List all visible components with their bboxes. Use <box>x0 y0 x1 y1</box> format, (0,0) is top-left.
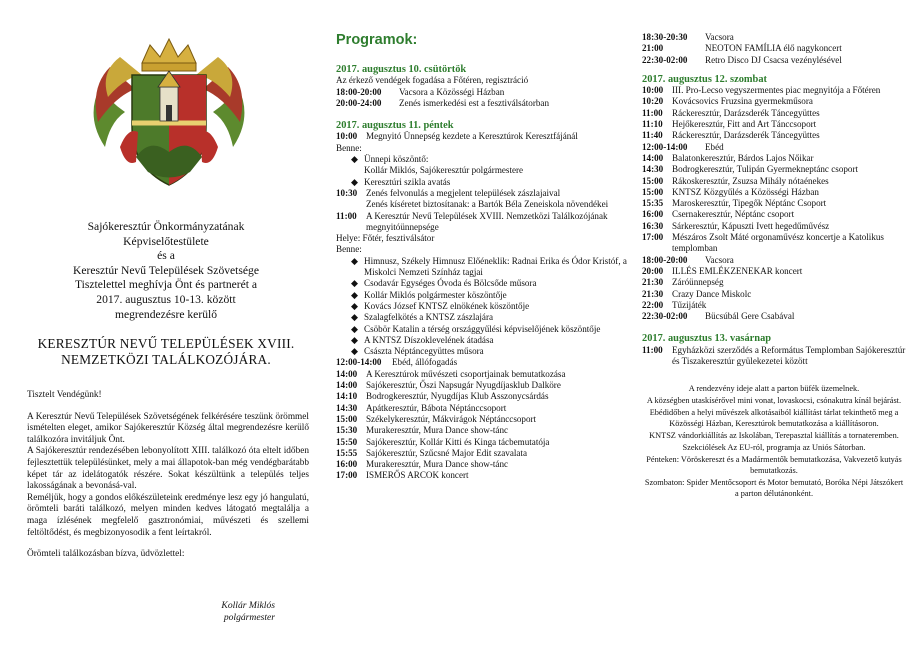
schedule-row <box>642 289 906 300</box>
schedule-time: 20:00-24:00 <box>336 97 382 108</box>
schedule-time: 14:00 <box>336 380 358 391</box>
schedule-time: 10:00 <box>336 131 358 142</box>
event-title-line: KERESZTÚR NEVŰ TELEPÜLÉSEK XVIII. <box>37 336 295 351</box>
bullet-icon: ◆ <box>351 312 358 323</box>
schedule-time: 11:00 <box>642 344 663 355</box>
schedule-time: 15:35 <box>642 198 664 209</box>
schedule-text: Sajókeresztúr, Szűcsné Major Edit szavalata <box>366 447 527 458</box>
bullet-text: Császta Néptáncegyüttes műsora <box>364 346 484 357</box>
bullet-item <box>336 346 628 357</box>
bullet-text: Szalagfelkötés a KNTSZ zászlajára <box>364 312 494 323</box>
schedule-text: Maroskeresztúr, Tipegők Néptánc Csoport <box>672 198 827 209</box>
bullet-item <box>336 256 628 279</box>
schedule-text: Bodrogkeresztúr, Tulipán Gyermekneptánc csoport <box>672 164 859 175</box>
bullet-icon: ◆ <box>351 255 358 266</box>
schedule-time: 17:00 <box>336 470 358 481</box>
schedule-row <box>336 403 628 414</box>
benne-label: Benne: <box>336 142 362 153</box>
schedule-text: Sajókeresztúr, Kollár Kitti és Kinga tácbemutatója <box>366 436 550 447</box>
signature-block <box>22 600 275 624</box>
note-line: Pénteken: Vöröskereszt és a Madármentők bemutatkozása, Vakvezető kutyás bemutatkozás. <box>646 455 902 476</box>
greeting: Tisztelt Vendégünk! <box>27 390 102 400</box>
schedule-row <box>642 198 906 209</box>
note-line: A rendezvény ideje alatt a parton büfék üzemelnek. <box>688 384 860 394</box>
bullet-text: Csodavár Egységes Óvoda és Bölcsőde műsora <box>364 278 537 289</box>
schedule-row <box>336 414 628 425</box>
schedule-text: Ebéd, állófogadás <box>392 357 458 368</box>
schedule-time: 18:00-20:00 <box>642 254 688 265</box>
letter-paragraph: A Keresztúr Nevű Települések Szövetségének felkérésére teszünk örömmel ismételten eleget, amikor Sajókeresztúr Község által megrendezésre kerülő találkozóra invitáljuk Önt. <box>27 411 309 445</box>
schedule-text: NEOTON FAMÍLIA élő nagykoncert <box>705 43 842 54</box>
schedule-time: 15:00 <box>336 413 358 424</box>
schedule-row <box>336 211 628 234</box>
schedule-row <box>336 448 628 459</box>
schedule-time: 17:00 <box>642 232 664 243</box>
bullet-text: Ünnepi köszöntő: <box>364 154 429 165</box>
schedule-time: 14:00 <box>642 152 664 163</box>
schedule-time: 16:30 <box>642 220 664 231</box>
schedule-row <box>642 164 906 175</box>
schedule-row <box>336 459 628 470</box>
event-notes <box>642 383 906 499</box>
schedule-text: Egyházközi szerződés a Református Templomban Sajókeresztúr és Tiszakeresztúr gyülekezetei között <box>672 344 906 367</box>
schedule-row <box>642 187 906 198</box>
bullet-item <box>336 301 628 312</box>
schedule-text: Megnyitó Ünnepség kezdete a Keresztúrok Keresztfájánál <box>366 131 578 142</box>
schedule-time: 11:00 <box>642 107 663 118</box>
bullet-icon: ◆ <box>351 176 358 187</box>
schedule-row <box>642 153 906 164</box>
schedule-text: A Keresztúrok művészeti csoportjainak bemutatkozása <box>366 368 566 379</box>
note-line: Szekciólések Az EU-ról, programja az Uniós Sátorban. <box>682 443 866 453</box>
schedule-time: 15:50 <box>336 436 358 447</box>
schedule-time: 16:00 <box>642 209 664 220</box>
coat-of-arms-icon <box>80 27 258 199</box>
schedule-row <box>336 380 628 391</box>
schedule-row <box>336 437 628 448</box>
schedule-row <box>642 176 906 187</box>
schedule-time: 10:20 <box>642 96 664 107</box>
schedule-text: Bücsúbál Gere Csabával <box>705 311 795 322</box>
bullet-icon: ◆ <box>351 289 358 300</box>
bullet-icon: ◆ <box>351 346 358 357</box>
schedule-text: Ebéd <box>705 141 724 152</box>
schedule-text: Bodrogkeresztúr, Nyugdíjas Klub Asszonycsárdás <box>366 391 549 402</box>
schedule-text: Murakeresztúr, Mura Dance show-tánc <box>366 425 509 436</box>
bullet-text: Kollár Miklós polgármester köszöntője <box>364 289 507 300</box>
schedule-time: 18:00-20:00 <box>336 86 382 97</box>
schedule-time: 16:00 <box>336 459 358 470</box>
schedule-text: Zenés felvonulás a megjelent települések zászlajaival <box>366 187 561 198</box>
schedule-row <box>336 425 628 436</box>
schedule-text: Ráckeresztúr, Darázsderék Táncegyüttes <box>672 107 820 118</box>
schedule-text: Csernakeresztúr, Néptánc csoport <box>672 209 795 220</box>
schedule-text: Vacsora <box>705 32 734 42</box>
event-title <box>22 336 310 368</box>
bullet-icon: ◆ <box>351 323 358 334</box>
schedule-time: 15:00 <box>642 175 664 186</box>
bullet-item <box>336 312 628 323</box>
schedule-time: 14:00 <box>336 368 358 379</box>
schedule-row <box>336 188 628 199</box>
schedule-row <box>642 209 906 220</box>
schedule-row <box>642 311 906 322</box>
schedule-text: ILLÉS EMLÉKZENEKAR koncert <box>672 265 803 276</box>
note-line: A községben utaskísérővel mini vonat, lovaskocsi, csónakutra kínál bejárást. <box>646 396 902 406</box>
schedule-text: Retro Disco DJ Csacsa vezénylésével <box>705 54 842 65</box>
invite-line: Keresztúr Nevű Települések Szövetsége <box>72 263 259 277</box>
schedule-time: 21:30 <box>642 277 664 288</box>
invite-line: 2017. augusztus 10-13. között <box>96 292 236 306</box>
schedule-time: 10:30 <box>336 187 358 198</box>
schedule-text: Apátkeresztúr, Bábota Néptánccsoport <box>366 402 507 413</box>
schedule-text: Záróünnepség <box>672 277 724 288</box>
schedule-row <box>642 232 906 255</box>
bullet-text: Csöbör Katalin a térség országgyűlési képviselőjének köszöntője <box>364 323 601 334</box>
schedule-row <box>642 255 906 266</box>
schedule-text: Crazy Dance Miskolc <box>672 288 752 299</box>
schedule-text: Hejőkeresztúr, Fitt and Art Tánccsoport <box>672 119 817 130</box>
schedule-text: Rákoskeresztúr, Zsuzsa Mihály nótaénekes <box>672 175 829 186</box>
schedule-text: Balatonkeresztúr, Bárdos Lajos Nőikar <box>672 152 814 163</box>
schedule-subtext: Zenés kíséretet biztosítanak: a Bartók Béla Zeneiskola növendékei <box>366 199 609 210</box>
bullet-text: A KNTSZ Díszoklevelének átadása <box>364 334 494 345</box>
schedule-text: Kovácsovics Fruzsina gyermekműsora <box>672 96 813 107</box>
benne-label: Benne: <box>336 244 362 255</box>
schedule-time: 14:30 <box>642 164 664 175</box>
venue-line: Helye: Főtér, fesztiválsátor <box>336 233 435 244</box>
bullet-text: Kovács József KNTSZ elnökének köszöntője <box>364 300 530 311</box>
schedule-row <box>642 221 906 232</box>
note-line: Ebédidőben a helyi művészek alkotásaiból kiállítást tárlat tekinthető meg a Közösségi Házban, Keresztúrok bemutatkozása a kiállításoron. <box>649 408 899 429</box>
bullet-item <box>336 177 628 188</box>
schedule-row <box>336 357 628 368</box>
event-title-line: NEMZETKÖZI TALÁLKOZÓJÁRA. <box>61 352 271 367</box>
bullet-item <box>336 154 628 165</box>
bullet-item <box>336 324 628 335</box>
bullet-subtext: Kollár Miklós, Sajókeresztúr polgármestere <box>364 165 524 176</box>
schedule-time: 21:30 <box>642 288 664 299</box>
invite-line: Sajókeresztúr Önkormányzatának <box>87 220 245 233</box>
friday-bullet-list <box>336 256 628 358</box>
schedule-text: Zenés ismerkedési est a fesztiválsátorban <box>399 97 549 108</box>
friday-evening-list <box>642 32 906 66</box>
day-title-sunday: 2017. augusztus 13. vasárnap <box>642 333 772 345</box>
schedule-time: 11:10 <box>642 119 663 130</box>
note-line: KNTSZ vándorkiállítás az Iskolában, Terepasztal kiállítás a tornateremben. <box>649 431 899 441</box>
schedule-row <box>336 369 628 380</box>
schedule-time: 15:30 <box>336 425 358 436</box>
schedule-text: ISMERŐS ARCOK koncert <box>366 470 469 481</box>
letter-paragraph: Reméljük, hogy a gondos előkészületeink eredménye lesz egy jó hangulatú, örömteli baráti találkozó, melyen minden kedves látogató megtalálja a maga ízlésének megfelelő gasztronómiai, művészeti és szellemi feltöltődést, és megbizonyosodik a fent leírtakról. <box>27 492 309 538</box>
invitation-text <box>22 220 310 322</box>
schedule-text: Murakeresztúr, Mura Dance show-tánc <box>366 459 509 470</box>
schedule-row <box>642 32 906 43</box>
schedule-row <box>642 119 906 130</box>
schedule-text: Vacsora <box>705 254 734 265</box>
bullet-item <box>336 278 628 289</box>
schedule-text: Mészáros Zsolt Máté orgonaművész koncertje a Katolikus templomban <box>672 232 884 254</box>
schedule-time: 22:30-02:00 <box>642 54 688 65</box>
bullet-icon: ◆ <box>351 300 358 311</box>
friday-schedule-list <box>336 369 628 482</box>
program-heading: Programok: <box>336 32 418 48</box>
schedule-row <box>336 87 628 98</box>
schedule-row <box>642 108 906 119</box>
bullet-item <box>336 290 628 301</box>
schedule-time: 15:55 <box>336 447 358 458</box>
schedule-text: A Keresztúr Nevű Települések XVIII. Nemzetközi Találkozójának megnyitóünnepsége <box>366 210 608 232</box>
closing-line: Örömteli találkozásban bízva, üdvözlettel: <box>27 549 185 560</box>
schedule-text: III. Pro-Lecso vegyszermentes piac megnyitója a Főtéren <box>672 85 881 96</box>
invite-line: Tisztelettel meghívja Önt és partnerét a <box>74 278 258 292</box>
bullet-icon: ◆ <box>351 154 358 165</box>
invite-line: megrendezésre kerülő <box>114 307 218 321</box>
schedule-time: 14:30 <box>336 402 358 413</box>
schedule-row <box>642 55 906 66</box>
sign-name: Kollár Miklós <box>221 600 275 611</box>
schedule-time: 22:30-02:00 <box>642 311 688 322</box>
schedule-row <box>336 391 628 402</box>
schedule-row <box>336 98 628 109</box>
schedule-row <box>642 130 906 141</box>
schedule-time: 11:40 <box>642 130 663 141</box>
schedule-time: 14:10 <box>336 391 358 402</box>
letter-paragraph: A Sajókeresztúr rendezésében lebonyolított XIII. találkozó óta eltelt időben fejlesztettük településünket, mely a mai állapotok-ban még vendégbarátabb képet tár az idelátogatók részére. Sokat készültünk a település teljes lakosságának a bevonásá-val. <box>27 446 309 492</box>
welcome-letter <box>27 390 309 561</box>
schedule-text: KNTSZ Közgyűlés a Közösségi Házban <box>672 186 819 197</box>
schedule-text: Tűzijáték <box>672 299 707 310</box>
schedule-time: 15:00 <box>642 186 664 197</box>
schedule-row <box>642 266 906 277</box>
schedule-row <box>642 300 906 311</box>
saturday-schedule-list <box>642 85 906 322</box>
schedule-text: Ráckeresztúr, Darázsderék Táncegyüttes <box>672 130 820 141</box>
bullet-icon: ◆ <box>351 334 358 345</box>
schedule-time: 11:00 <box>336 210 357 221</box>
day-title-friday: 2017. augusztus 11. péntek <box>336 120 454 132</box>
schedule-text: Sárkeresztúr, Kápuszti Ivett hegedűművész <box>672 220 830 231</box>
bullet-text: Keresztúri szikla avatás <box>364 176 451 187</box>
day-title-saturday: 2017. augusztus 12. szombat <box>642 73 767 85</box>
schedule-row <box>642 142 906 153</box>
invite-line: Képviselőtestülete <box>123 234 209 248</box>
schedule-row <box>336 131 628 142</box>
invite-line: és a <box>157 249 175 263</box>
bullet-item <box>336 335 628 346</box>
sign-role: polgármester <box>223 612 275 623</box>
schedule-time: 22:00 <box>642 299 664 310</box>
schedule-row <box>336 470 628 481</box>
day-title-thursday: 2017. augusztus 10. csütörtök <box>336 64 467 75</box>
schedule-time: 18:30-20:30 <box>642 32 688 42</box>
bullet-text: Himnusz, Székely Himnusz Előéneklik: Radnai Erika és Ódor Kristóf, a Miskolci Nemzeti Színház tagjai <box>364 255 627 278</box>
schedule-time: 12:00-14:00 <box>642 141 688 152</box>
schedule-row <box>642 345 906 368</box>
schedule-row <box>642 96 906 107</box>
schedule-text: Vacsora a Közösségi Házban <box>399 86 505 97</box>
bullet-icon: ◆ <box>351 278 358 289</box>
note-line: Szombaton: Spider Mentőcsoport és Motor bemutató, Boróka Népi Játszókert a parton délutánonként. <box>644 478 904 499</box>
schedule-intro: Az érkező vendégek fogadása a Főtéren, regisztráció <box>336 75 529 86</box>
schedule-row <box>642 85 906 96</box>
schedule-row <box>642 43 906 54</box>
schedule-time: 10:00 <box>642 85 664 96</box>
schedule-time: 20:00 <box>642 265 664 276</box>
schedule-text: Székelykeresztúr, Mákvirágok Néptánccsoport <box>366 413 537 424</box>
schedule-time: 12:00-14:00 <box>336 357 382 368</box>
schedule-row <box>642 277 906 288</box>
schedule-text: Sajókeresztúr, Őszi Napsugár Nyugdíjasklub Dalköre <box>366 380 561 391</box>
schedule-time: 21:00 <box>642 43 664 54</box>
